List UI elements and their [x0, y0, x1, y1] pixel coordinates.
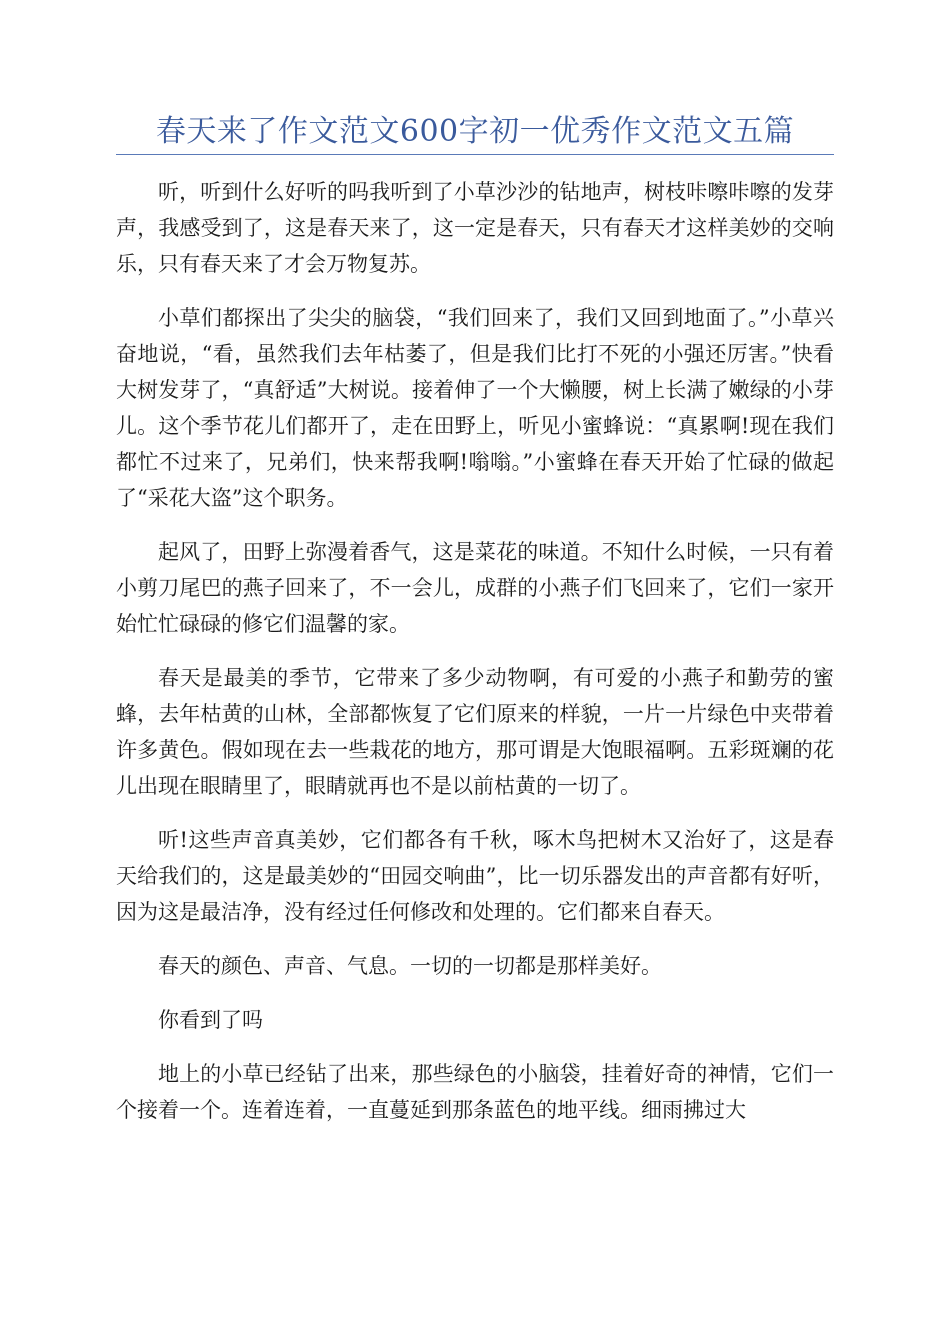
paragraph-6: 春天的颜色、声音、气息。一切的一切都是那样美好。: [158, 954, 662, 978]
document-body: [116, 174, 834, 1146]
paragraph-7: 你看到了吗: [158, 1008, 263, 1032]
paragraph-3: 起风了，田野上弥漫着香气，这是菜花的味道。不知什么时候，一只有着小剪刀尾巴的燕子回来了，不一会儿，成群的小燕子们飞回来了，它们一家开始忙忙碌碌的修它们温馨的家。: [116, 540, 834, 636]
document-title: 春天来了作文范文600字初一优秀作文范文五篇: [155, 114, 795, 149]
title-underline: [116, 154, 834, 155]
paragraph-8: 地上的小草已经钻了出来，那些绿色的小脑袋，挂着好奇的神情，它们一个接着一个。连着连着，一直蔓延到那条蓝色的地平线。细雨拂过大: [116, 1062, 834, 1122]
paragraph-2: 小草们都探出了尖尖的脑袋，“我们回来了，我们又回到地面了。”小草兴奋地说，“看，虽然我们去年枯萎了，但是我们比打不死的小强还厉害。”快看大树发芽了，“真舒适”大树说。接着伸了一个大懒腰，树上长满了嫩绿的小芽儿。这个季节花儿们都开了，走在田野上，听见小蜜蜂说：“真累啊!现在我们都忙不过来了，兄弟们，快来帮我啊!嗡嗡。”小蜜蜂在春天开始了忙碌的做起了“采花大盗”这个职务。: [116, 306, 834, 510]
paragraph-4: 春天是最美的季节，它带来了多少动物啊，有可爱的小燕子和勤劳的蜜蜂，去年枯黄的山林，全部都恢复了它们原来的样貌，一片一片绿色中夹带着许多黄色。假如现在去一些栽花的地方，那可谓是大饱眼福啊。五彩斑斓的花儿出现在眼睛里了，眼睛就再也不是以前枯黄的一切了。: [116, 666, 834, 798]
paragraph-1: 听，听到什么好听的吗我听到了小草沙沙的钻地声，树枝咔嚓咔嚓的发芽声，我感受到了，这是春天来了，这一定是春天，只有春天才这样美妙的交响乐，只有春天来了才会万物复苏。: [116, 180, 834, 276]
paragraph-5: 听!这些声音真美妙，它们都各有千秋，啄木鸟把树木又治好了，这是春天给我们的，这是最美妙的“田园交响曲”，比一切乐器发出的声音都有好听，因为这是最洁净，没有经过任何修改和处理的。它们都来自春天。: [116, 828, 834, 924]
